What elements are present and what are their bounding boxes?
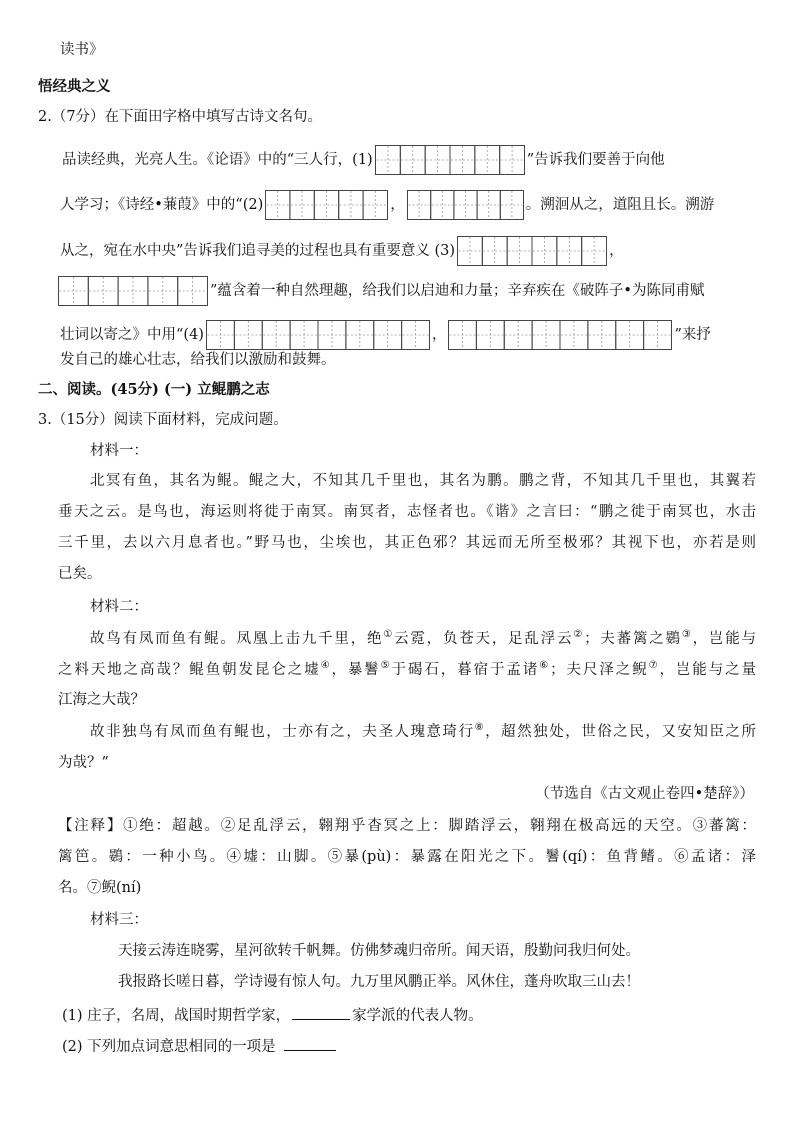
m2-l1-text-d: ，岂能与 [692,631,757,647]
answer-blank-2[interactable] [284,1034,336,1051]
q2-stem: 2.（7分）在下面田字格中填写古诗文名句。 [38,109,323,125]
footnote-mark: ⑤ [380,660,392,672]
m2-l2-text-b: ，暴鬐 [331,662,381,678]
material-1-label: 材料一： [90,443,148,459]
notes-line-3: 名。⑦鲵(ní) [58,880,142,896]
q2-line-4 [56,276,704,306]
m2-l2-text-a: 之料天地之高哉？鲲鱼朝发昆仑之墟 [58,662,321,678]
footnote-mark: ① [383,629,395,641]
answer-grid-3b[interactable] [58,276,208,306]
notes-line-1: 【注释】①绝：超越。②足乱浮云，翱翔乎杳冥之上：脚踏浮云，翱翔在极高远的天空。③蕃篱： [58,818,756,834]
footnote-mark: ④ [320,660,332,672]
sub1-text-a: (1) 庄子，名周，战国时期哲学家， [62,1008,291,1024]
tianzige-grid [375,145,525,175]
m2-l4-text-a: 故非独鸟有凤而鱼有鲲也，士亦有之，夫圣人瑰意琦行 [90,724,475,740]
q2-l2-text-c: 。溯洄从之，道阻且长。溯游 [525,197,715,213]
q2-l2-text-a: 人学习；《诗经•蒹葭》中的“(2) [60,197,264,213]
material-2-line-1 [90,629,756,649]
footnote-mark: ⑦ [648,660,660,672]
m2-l1-text-b: 云霓，负苍天，足乱浮云 [394,631,574,647]
answer-grid-4b[interactable] [448,320,672,350]
answer-grid-1[interactable] [375,145,525,175]
q2-line-3 [60,236,624,266]
q2-l5-text-b: ， [431,327,447,343]
top-fragment: 读书》 [60,42,104,58]
q2-l3-text-a: 从之，宛在水中央”告诉我们追寻美的过程也具有重要意义 (3) [60,243,456,259]
footnote-mark: ② [573,629,585,641]
m2-l1-text-a: 故鸟有凤而鱼有鲲。凤凰上击九千里，绝 [90,631,384,647]
q3-stem: 3.（15分）阅读下面材料，完成问题。 [38,412,288,428]
material-2-line-5: 为哉？” [58,755,109,771]
material-2-line-3: 江海之大哉？ [58,692,145,708]
q2-line-1 [62,145,665,175]
notes-line-2: 篱笆。鷃：一种小鸟。④墟：山脚。⑤暴(pù)：暴露在阳光之下。鬐(qí)：鱼背鳍。⑥孟诸：泽 [58,849,756,865]
tianzige-grid [407,190,524,220]
material-1-line-2: 垂天之云。是鸟也，海运则将徙于南冥。南冥者，志怪者也。《谐》之言曰：“鹏之徙于南冥也，水击 [58,504,756,520]
q2-l2-text-b: ， [390,197,405,213]
material-1-line-1: 北冥有鱼，其名为鲲。鲲之大，不知其几千里也，其名为鹏。鹏之背，不知其几千里也，其翼若 [90,473,756,489]
material-2-line-4 [90,722,756,742]
material-3-label: 材料三： [90,912,148,928]
tianzige-grid [206,320,430,350]
footnote-mark: ⑧ [474,722,486,734]
m2-l2-text-c: 于碣石，暮宿于孟诸 [391,662,540,678]
section-heading-wu: 悟经典之义 [38,78,111,95]
tianzige-grid [448,320,672,350]
poem-line-1: 天接云涛连晓雾，星河欲转千帆舞。仿佛梦魂归帝所。闻天语，殷勤问我归何处。 [118,943,640,959]
answer-grid-3a[interactable] [457,236,607,266]
q2-l1-text-b: ”告诉我们要善于向他 [526,152,665,168]
q2-l5-text-c: ”来抒 [674,327,711,343]
sub-question-2 [62,1034,338,1057]
sub-question-1 [62,1003,483,1026]
section-heading-two: 二、阅读。(45分) (一) 立鲲鹏之志 [38,381,270,398]
q2-line-5 [60,320,711,350]
sub2-text: (2) 下列加点词意思相同的一项是 [62,1039,276,1055]
tianzige-grid [457,236,607,266]
q2-line-2 [60,190,714,220]
tianzige-grid [58,276,208,306]
footnote-mark: ③ [681,629,693,641]
m2-l2-text-d: ；夫尺泽之鲵 [550,662,649,678]
material-2-label: 材料二： [90,599,148,615]
tianzige-grid [265,190,388,220]
m2-l1-text-c: ；夫蕃篱之鷃 [584,631,682,647]
q2-line-6: 发自己的雄心壮志，给我们以激励和鼓舞。 [60,352,336,368]
q2-l3-text-b: ， [609,243,624,259]
m2-l2-text-e: ，岂能与之量 [659,662,757,678]
material-1-line-4: 已矣。 [58,566,102,582]
footnote-mark: ⑥ [539,660,551,672]
answer-blank-1[interactable] [292,1003,350,1020]
m2-l4-text-b: ，超然独处，世俗之民，又安知臣之所 [485,724,757,740]
answer-grid-2b[interactable] [407,190,524,220]
poem-line-2: 我报路长嗟日暮，学诗谩有惊人句。九万里风鹏正举。风休住，蓬舟吹取三山去！ [118,974,640,990]
q2-l5-text-a: 壮词以寄之》中用“(4) [60,327,204,343]
answer-grid-2a[interactable] [265,190,388,220]
sub1-text-b: 家学派的代表人物。 [352,1008,483,1024]
answer-grid-4a[interactable] [206,320,430,350]
source-citation: （节选自《古文观止卷四•楚辞》） [535,786,754,802]
material-2-line-2 [58,660,756,680]
q2-l4-text-b: ”蕴含着一种自然理趣，给我们以启迪和力量；辛弃疾在《破阵子•为陈同甫赋 [210,283,705,299]
q2-l1-text-a: 品读经典，光亮人生。《论语》中的“三人行，(1) [62,152,373,168]
material-1-line-3: 三千里，去以六月息者也。”野马也，尘埃也，其正色邪？其远而无所至极邪？其视下也，亦若是则 [58,535,756,551]
